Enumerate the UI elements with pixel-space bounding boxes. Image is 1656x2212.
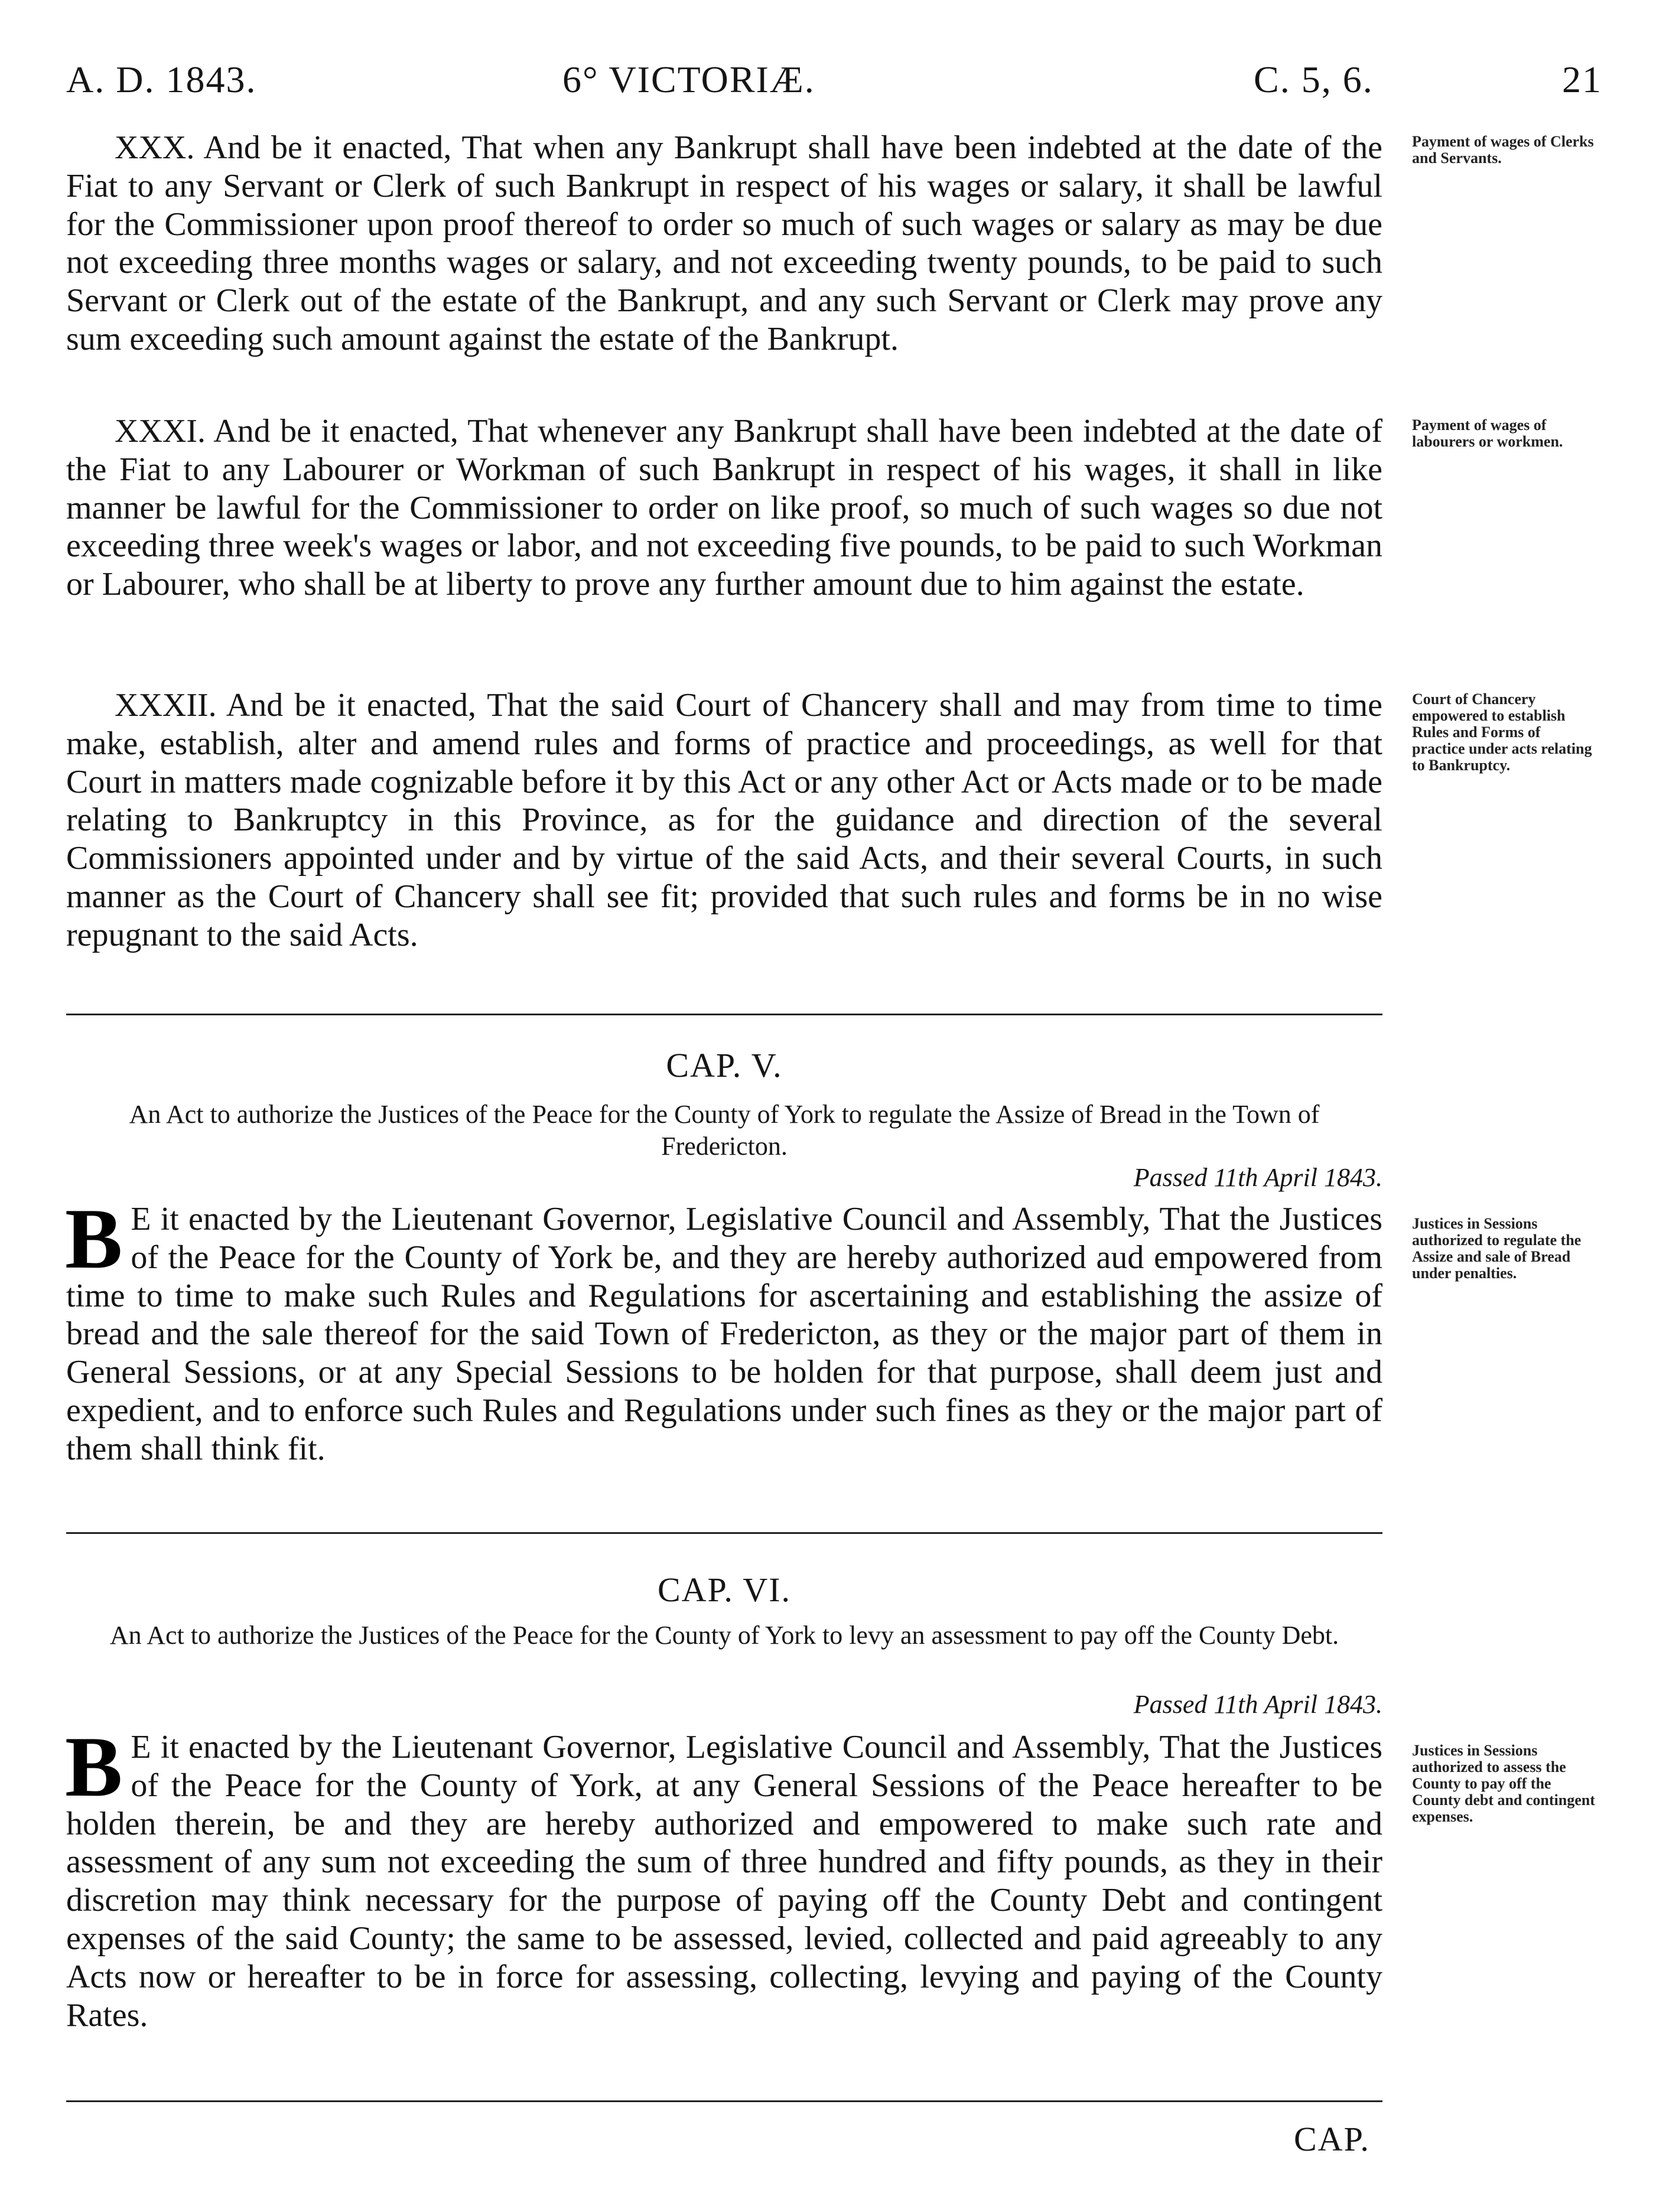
section-xxxii: [66, 686, 1382, 954]
margin-note-cap-v: Justices in Sessions authorized to regulate the Assize and sale of Bread under penalties.: [1412, 1215, 1582, 1282]
section-rule: [66, 2100, 1382, 2102]
section-xxx: [66, 129, 1382, 359]
margin-note-xxx: Payment of wages of Clerks and Servants.: [1412, 133, 1594, 167]
cap-vi-enactment: [65, 1719, 1382, 2034]
section-rule: [66, 1532, 1382, 1534]
cap-v-drop-cap: B: [65, 1191, 123, 1286]
section-xxxi-text: XXXI. And be it enacted, That whenever any Bankrupt shall have been indebted at the date of the Fiat to any Labourer or Workman of such Bankrupt in respect of his wages, it shall in like manner be lawful for the Commissioner to order on like proof, so much of such wages so due not exceeding three week's wages or labor, and not exceeding five pounds, to be paid to such Workman or Labourer, who shall be at liberty to prove any further amount due to him against the estate.: [66, 413, 1382, 603]
page-number: 21: [1562, 58, 1602, 100]
cap-vi-title: An Act to authorize the Justices of the Peace for the County of York to levy an assessment to pay off the County Debt.: [109, 1621, 1339, 1650]
cap-vi-passed-date: Passed 11th April 1843.: [1133, 1690, 1382, 1719]
cap-v-text: E it enacted by the Lieutenant Governor, Legislative Council and Assembly, That the Justices of the Peace for the County of York be, and they are hereby authorized aud empowered from time to time to make such Rules and Regulations for ascertaining and establishing the assize of bread and the sale thereof for the said Town of Fredericton, as they or the major part of them in General Sessions, or at any Special Sessions to be holden for that purpose, shall deem just and expedient, and to enforce such Rules and Regulations under such fines as they or the major part of them shall think fit.: [66, 1201, 1382, 1467]
section-xxx-text: XXX. And be it enacted, That when any Bankrupt shall have been indebted at the date of the Fiat to any Servant or Clerk of such Bankrupt in respect of his wages or salary, it shall be lawful for the Commissioner upon proof thereof to order so much of such wages or salary as may be due not exceeding three months wages or salary, and not exceeding twenty pounds, to be paid to such Servant or Clerk out of the estate of the Bankrupt, and any such Servant or Clerk may prove any sum exceeding such amount against the estate of the Bankrupt.: [66, 129, 1382, 357]
cap-v-passed-date: Passed 11th April 1843.: [1133, 1163, 1382, 1192]
margin-note-xxxii: Court of Chancery empowered to establish Rules and Forms of practice under acts relating to Bankruptcy.: [1412, 690, 1592, 774]
cap-v-enactment: [65, 1191, 1382, 1468]
cap-vi-text: E it enacted by the Lieutenant Governor, Legislative Council and Assembly, That the Justices of the Peace for the County of York, at any General Sessions of the Peace hereafter to be holden therein, be and they are hereby authorized and empowered to make such rate and assessment of any sum not exceeding the sum of three hundred and fifty pounds, as they in their discretion may think necessary for the purpose of paying off the County Debt and contingent expenses of the said County; the same to be assessed, levied, collected and paid agreeably to any Acts now or hereafter to be in force for assessing, collecting, levying and paying of the County Rates.: [66, 1729, 1382, 2034]
margin-note-xxxi: Payment of wages of labourers or workmen.: [1412, 416, 1563, 450]
section-xxxii-text: XXXII. And be it enacted, That the said Court of Chancery shall and may from time to time make, establish, alter and amend rules and forms of practice and proceedings, as well for that Court in matters made cognizable before it by this Act or any other Act or Acts made or to be made relating to Bankruptcy in this Province, as for the guidance and direction of the several Commissioners appointed under and by virtue of the said Acts, and their several Courts, in such manner as the Court of Chancery shall see fit; provided that such rules and forms be in no wise repugnant to the said Acts.: [66, 687, 1382, 953]
catchword: CAP.: [1294, 2120, 1370, 2158]
running-head-year: A. D. 1843.: [66, 58, 257, 100]
section-rule: [66, 1014, 1382, 1015]
margin-note-cap-vi: Justices in Sessions authorized to assess the County to pay off the County debt and contingent expenses.: [1412, 1742, 1595, 1825]
cap-vi-drop-cap: B: [65, 1719, 123, 1814]
cap-v-heading: CAP. V.: [666, 1046, 783, 1084]
running-head: [66, 58, 1602, 111]
running-head-reign: 6° VICTORIÆ.: [562, 58, 815, 100]
section-xxxi: [66, 412, 1382, 604]
running-head-chapters: C. 5, 6.: [1254, 58, 1374, 100]
cap-vi-heading: CAP. VI.: [657, 1571, 792, 1609]
cap-v-title: An Act to authorize the Justices of the Peace for the County of York to regulate the Assize of Bread in the Town of Fredericton.: [129, 1100, 1320, 1161]
